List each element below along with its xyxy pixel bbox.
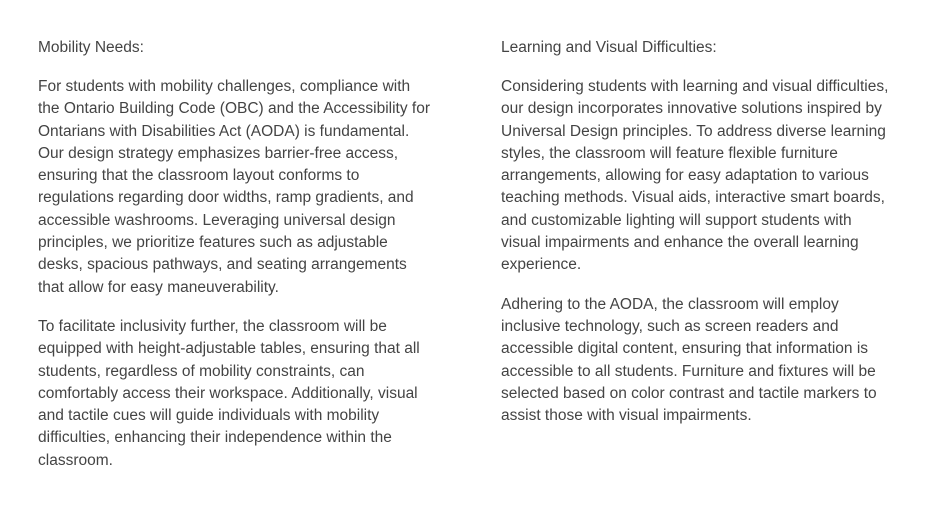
- mobility-needs-paragraph-2: To facilitate inclusivity further, the classroom will be equipped with height-adjustable tables, ensuring that all students, regardless of mobility constraints, can comfortably access their workspace. Additionally, visual and tactile cues will guide individuals with mobility difficulties, enhancing their independence within the classroom.: [38, 317, 420, 469]
- learning-visual-heading: Learning and Visual Difficulties:: [501, 39, 717, 56]
- learning-visual-column: [501, 38, 893, 444]
- mobility-needs-heading: Mobility Needs:: [38, 39, 144, 56]
- mobility-needs-column: [38, 38, 430, 489]
- learning-visual-paragraph-1: Considering students with learning and visual difficulties, our design incorporates innovative solutions inspired by Universal Design principles. To address diverse learning styles, the classroom will feature flexible furniture arrangements, allowing for easy adaptation to various teaching methods. Visual aids, interactive smart boards, and customizable lighting will support students with visual impairments and enhance the overall learning experience.: [501, 78, 889, 274]
- mobility-needs-paragraph-1: For students with mobility challenges, compliance with the Ontario Building Code (OBC) and the Accessibility for Ontarians with Disabilities Act (AODA) is fundamental. Our design strategy emphasizes barrier-free access, ensuring that the classroom layout conforms to regulations regarding door widths, ramp gradients, and accessible washrooms. Leveraging universal design principles, we prioritize features such as adjustable desks, spacious pathways, and seating arrangements that allow for easy maneuverability.: [38, 78, 430, 296]
- learning-visual-paragraph-2: Adhering to the AODA, the classroom will employ inclusive technology, such as screen readers and accessible digital content, ensuring that information is accessible to all students. Furniture and fixtures will be selected based on color contrast and tactile markers to assist those with visual impairments.: [501, 295, 877, 425]
